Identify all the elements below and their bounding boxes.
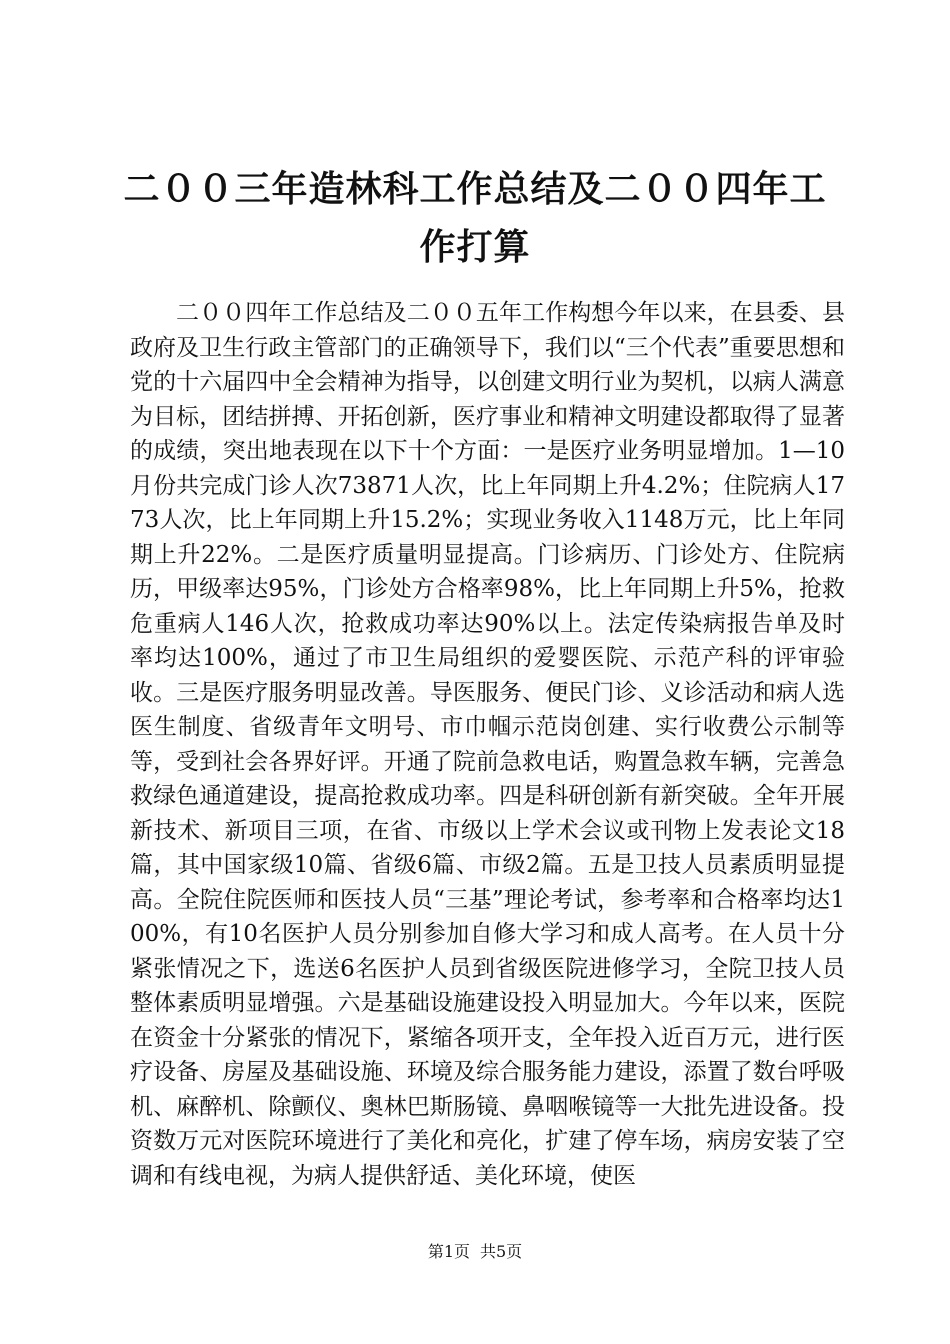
document-title: 二００三年造林科工作总结及二００四年工作打算	[123, 168, 827, 268]
page-total: 共5页	[480, 1242, 523, 1261]
page-footer	[0, 1240, 950, 1264]
page-number: 第1页	[427, 1242, 470, 1261]
document-body: 二００四年工作总结及二００五年工作构想今年以来，在县委、县政府及卫生行政主管部门的正确领导下，我们以“三个代表”重要思想和党的十六届四中全会精神为指导，以创建文明行业为契机，以病人满意为目标，团结拼搏、开拓创新，医疗事业和精神文明建设都取得了显著的成绩，突出地表现在以下十个方面：一是医疗业务明显增加。1—10月份共完成门诊人次73871人次，比上年同期上升4.2%；住院病人1773人次，比上年同期上升15.2%；实现业务收入1148万元，比上年同期上升22%。二是医疗质量明显提高。门诊病历、门诊处方、住院病历，甲级率达95%，门诊处方合格率98%，比上年同期上升5%，抢救危重病人146人次，抢救成功率达90%以上。法定传染病报告单及时率均达100%，通过了市卫生局组织的爱婴医院、示范产科的评审验收。三是医疗服务明显改善。导医服务、便民门诊、义诊活动和病人选医生制度、省级青年文明号、市巾帼示范岗创建、实行收费公示制等等，受到社会各界好评。开通了院前急救电话，购置急救车辆，完善急救绿色通道建设，提高抢救成功率。四是科研创新有新突破。全年开展新技术、新项目三项，在省、市级以上学术会议或刊物上发表论文18篇，其中国家级10篇、省级6篇、市级2篇。五是卫技人员素质明显提高。全院住院医师和医技人员“三基”理论考试，参考率和合格率均达100%，有10名医护人员分别参加自修大学习和成人高考。在人员十分紧张情况之下，选送6名医护人员到省级医院进修学习，全院卫技人员整体素质明显增强。六是基础设施建设投入明显加大。今年以来，医院在资金十分紧张的情况下，紧缩各项开支，全年投入近百万元，进行医疗设备、房屋及基础设施、环境及综合服务能力建设，添置了数台呼吸机、麻醉机、除颤仪、奥林巴斯肠镜、鼻咽喉镜等一大批先进设备。投资数万元对医院环境进行了美化和亮化，扩建了停车场，病房安装了空调和有线电视，为病人提供舒适、美化环境，使医	[130, 300, 845, 1189]
